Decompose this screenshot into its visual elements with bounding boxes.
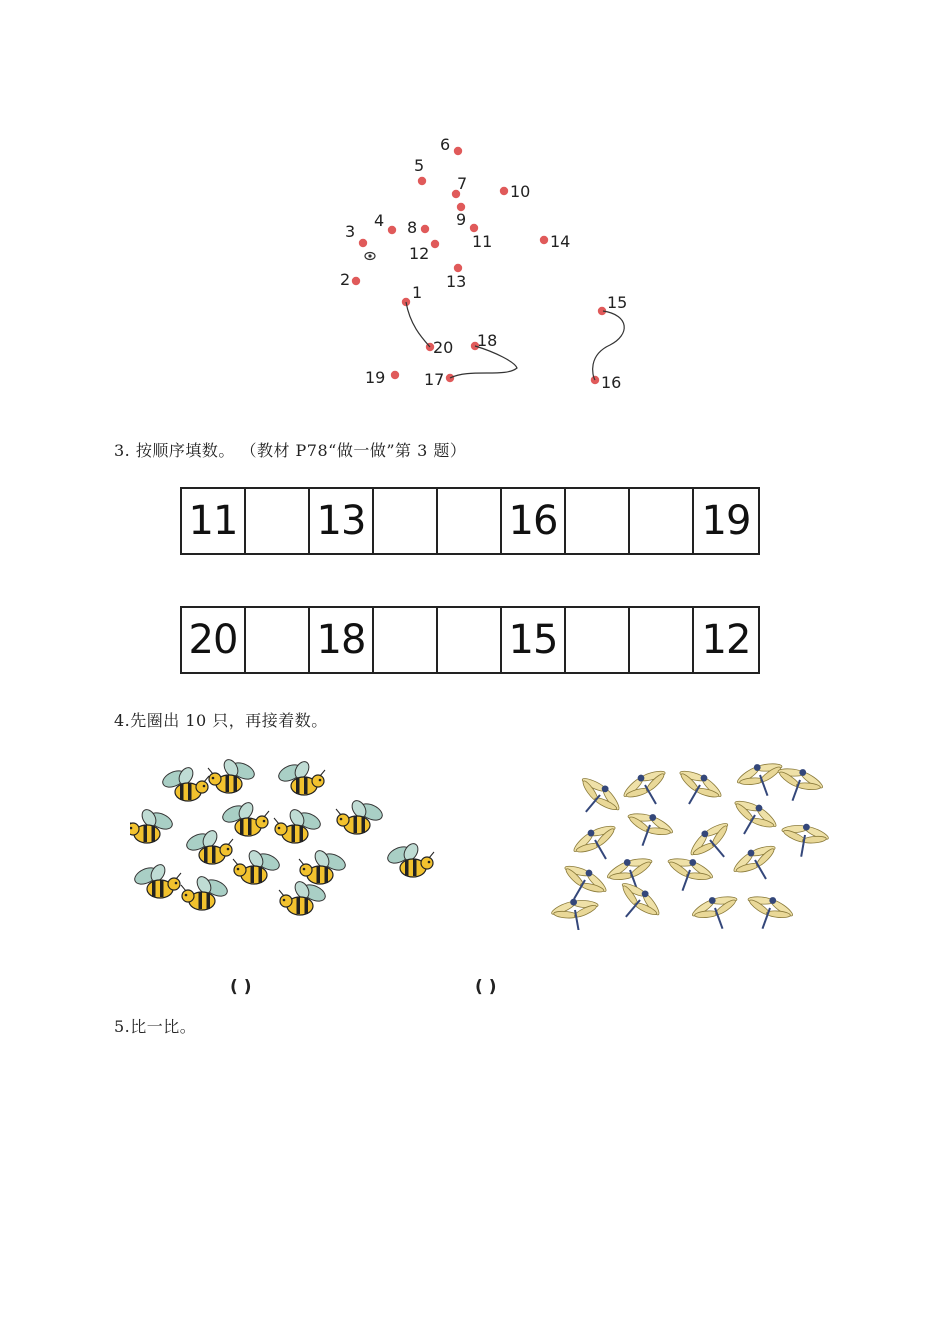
bee-icon <box>220 800 269 836</box>
dot-6 <box>454 147 462 155</box>
dragonfly-icon <box>568 818 627 871</box>
dot-2 <box>352 277 360 285</box>
sequence-cell-20: 20 <box>182 608 246 672</box>
guide-line-15-16 <box>593 311 625 380</box>
dot-5 <box>418 177 426 185</box>
bee-icon <box>184 828 233 864</box>
bee-icon <box>130 807 175 843</box>
dot-label-17: 17 <box>424 370 445 389</box>
bee-icon <box>336 798 385 834</box>
dragonfly-icon <box>688 889 745 930</box>
bee-icon <box>276 759 325 795</box>
sequence-blank-cell[interactable] <box>374 608 438 672</box>
sequence-cell-15: 15 <box>502 608 566 672</box>
dragonfly-icon <box>728 838 787 891</box>
dot-14 <box>540 236 548 244</box>
bee-icon <box>299 848 348 884</box>
dot-11 <box>470 224 478 232</box>
dot-label-3: 3 <box>345 222 356 241</box>
guide-line-1-20 <box>406 302 430 347</box>
dot-label-2: 2 <box>340 270 351 289</box>
dot-3 <box>359 239 367 247</box>
dot-19 <box>391 371 399 379</box>
sequence-blank-cell[interactable] <box>438 608 502 672</box>
bee-icon <box>208 757 257 793</box>
sequence-cell-16: 16 <box>502 489 566 553</box>
dot-label-5: 5 <box>414 156 425 175</box>
dot-label-11: 11 <box>472 232 493 251</box>
dot-10 <box>500 187 508 195</box>
dragonfly-icon <box>777 820 831 861</box>
dot-label-19: 19 <box>365 368 386 387</box>
bee-count-answer[interactable]: ( ) <box>230 977 252 997</box>
bee-icon <box>274 807 323 843</box>
guide-line-17-18 <box>450 346 517 378</box>
bee-icon <box>132 862 181 898</box>
dot-8 <box>421 225 429 233</box>
bee-icon <box>385 841 434 877</box>
sequence-cell-19: 19 <box>701 498 751 544</box>
dot-label-4: 4 <box>374 211 385 230</box>
dot-label-18: 18 <box>477 331 498 350</box>
bee-icon <box>181 874 230 910</box>
dot-label-16: 16 <box>601 373 622 392</box>
dot-13 <box>454 264 462 272</box>
dot-label-20: 20 <box>433 338 454 357</box>
dragonfly-icon <box>723 793 782 846</box>
dragonfly-icon <box>619 806 676 854</box>
dragonfly-icon <box>567 771 626 828</box>
dot-label-1: 1 <box>412 283 423 302</box>
connect-dots-figure <box>330 130 650 400</box>
dragonfly-icon <box>607 876 666 930</box>
sequence-blank-cell[interactable] <box>246 608 310 672</box>
dragonfly-icon <box>618 763 677 816</box>
sequence-row-2 <box>180 606 760 674</box>
dot-label-12: 12 <box>409 244 430 263</box>
dot-label-7: 7 <box>457 174 468 193</box>
bee-icon <box>160 765 209 801</box>
dot-label-10: 10 <box>510 182 531 201</box>
sequence-blank-cell[interactable] <box>630 608 694 672</box>
dot-label-14: 14 <box>550 232 571 251</box>
sequence-blank-cell[interactable] <box>374 489 438 553</box>
sequence-cell-12: 12 <box>701 617 751 663</box>
bees-group <box>130 755 440 925</box>
sequence-row-1 <box>180 487 760 555</box>
dot-label-9: 9 <box>456 210 467 229</box>
dot-label-15: 15 <box>607 293 628 312</box>
dragonflies-group <box>540 750 840 930</box>
sequence-blank-cell[interactable] <box>566 489 630 553</box>
sequence-cell-18: 18 <box>310 608 374 672</box>
dot-label-13: 13 <box>446 272 467 291</box>
sequence-cell-11: 11 <box>182 489 246 553</box>
dot-label-6: 6 <box>440 135 451 154</box>
q3-title: 3. 按顺序填数。 （教材 P78“做一做”第 3 题） <box>114 441 467 460</box>
dragonfly-icon <box>733 756 790 804</box>
dragonfly-icon <box>739 889 796 930</box>
dragonfly-icon <box>659 851 716 899</box>
sequence-blank-cell[interactable] <box>246 489 310 553</box>
bee-icon <box>233 848 282 884</box>
sequence-cell-13: 13 <box>310 489 374 553</box>
dot-label-8: 8 <box>407 218 418 237</box>
q5-title: 5.比一比。 <box>114 1017 197 1036</box>
q4-title: 4.先圈出 10 只，再接着数。 <box>114 711 328 730</box>
dot-4 <box>388 226 396 234</box>
sequence-blank-cell[interactable] <box>566 608 630 672</box>
sequence-blank-cell[interactable] <box>438 489 502 553</box>
dragonfly-count-answer[interactable]: ( ) <box>475 977 497 997</box>
dragonfly-icon <box>549 895 603 930</box>
dragonfly-icon <box>668 763 727 816</box>
dot-12 <box>431 240 439 248</box>
sequence-blank-cell[interactable] <box>630 489 694 553</box>
